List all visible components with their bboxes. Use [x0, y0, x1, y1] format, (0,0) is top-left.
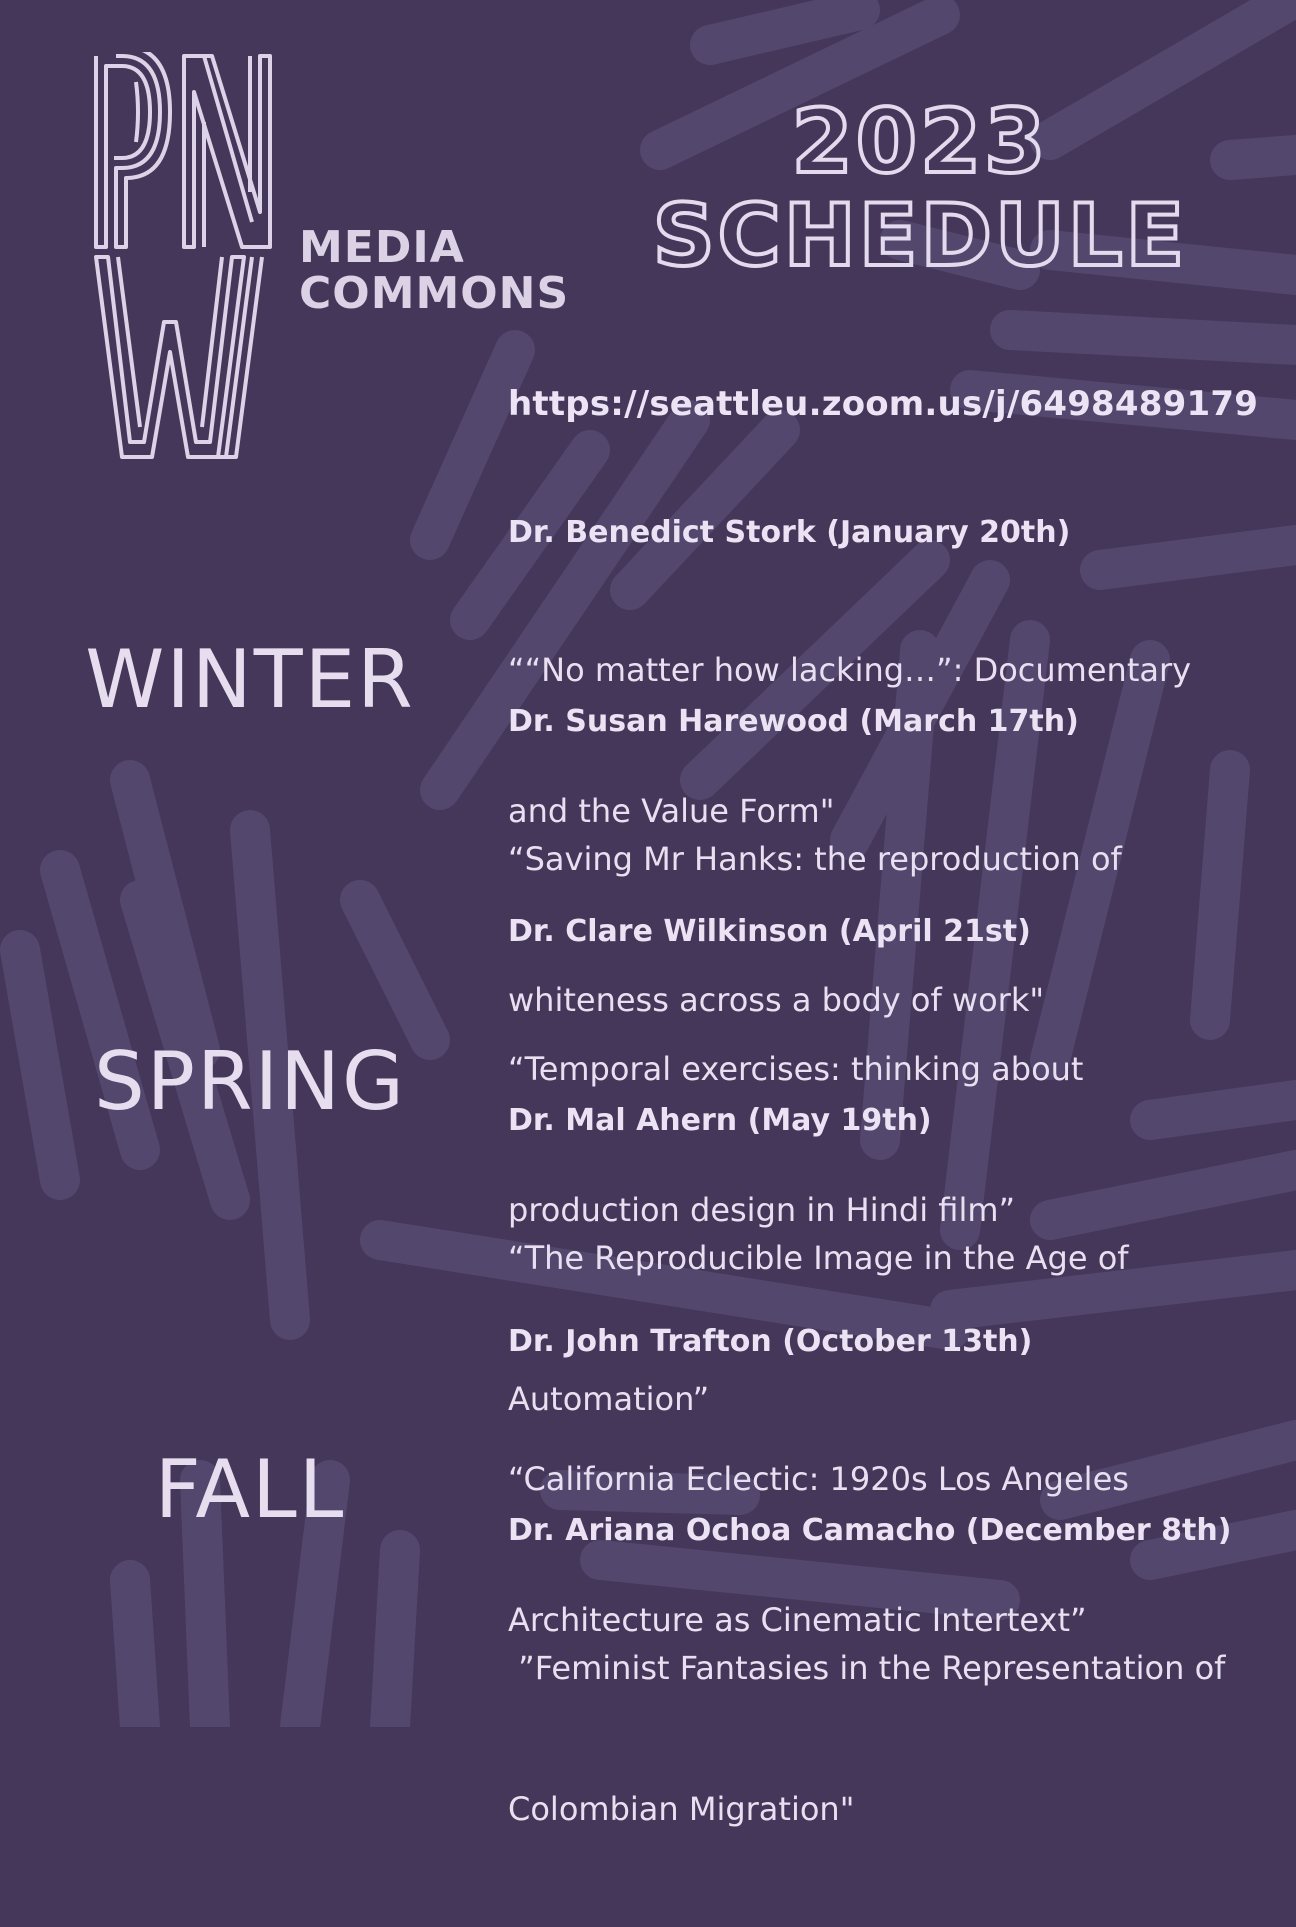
event-title-line: production design in Hindi film” — [508, 1191, 1016, 1229]
event-speaker: Dr. John Trafton (October 13th) — [508, 1324, 1033, 1359]
event-title-line: Automation” — [508, 1380, 710, 1418]
event-title-line: whiteness across a body of work" — [508, 981, 1045, 1019]
event-title-line: and the Value Form" — [508, 792, 835, 830]
event-speaker: Dr. Benedict Stork (January 20th) — [508, 515, 1071, 550]
season-spring: SPRING — [93, 1035, 407, 1128]
zoom-link[interactable]: https://seattleu.zoom.us/j/6498489179 — [508, 384, 1259, 424]
event-title-line: “Saving Mr Hanks: the reproduction of — [508, 840, 1122, 878]
event-title-line: “Temporal exercises: thinking about — [508, 1050, 1084, 1088]
event-title-line: Architecture as Cinematic Intertext” — [508, 1601, 1087, 1639]
event-title-line: ”Feminist Fantasies in the Representation of — [508, 1649, 1226, 1687]
event-title-line: Colombian Migration" — [508, 1790, 855, 1828]
event-speaker: Dr. Mal Ahern (May 19th) — [508, 1103, 932, 1138]
season-fall: FALL — [154, 1443, 346, 1536]
pnw-logo — [92, 52, 570, 462]
event-title — [508, 1551, 1288, 1927]
event-speaker: Dr. Ariana Ochoa Camacho (December 8th) — [508, 1513, 1232, 1548]
event-speaker: Dr. Susan Harewood (March 17th) — [508, 704, 1079, 739]
event-title-line: ““No matter how lacking…”: Documentary — [508, 651, 1192, 689]
logo-text-media: MEDIA — [299, 222, 465, 273]
season-winter: WINTER — [85, 633, 415, 726]
event-speaker: Dr. Clare Wilkinson (April 21st) — [508, 914, 1031, 949]
pnw-monogram-icon — [92, 52, 282, 462]
schedule-year: 2023 — [791, 90, 1049, 193]
schedule-title: SCHEDULE — [652, 186, 1188, 286]
event-title-line: “The Reproducible Image in the Age of — [508, 1239, 1129, 1277]
event-item — [508, 1511, 1288, 1927]
logo-text-commons: COMMONS — [299, 268, 570, 319]
event-title-line: “California Eclectic: 1920s Los Angeles — [508, 1460, 1129, 1498]
